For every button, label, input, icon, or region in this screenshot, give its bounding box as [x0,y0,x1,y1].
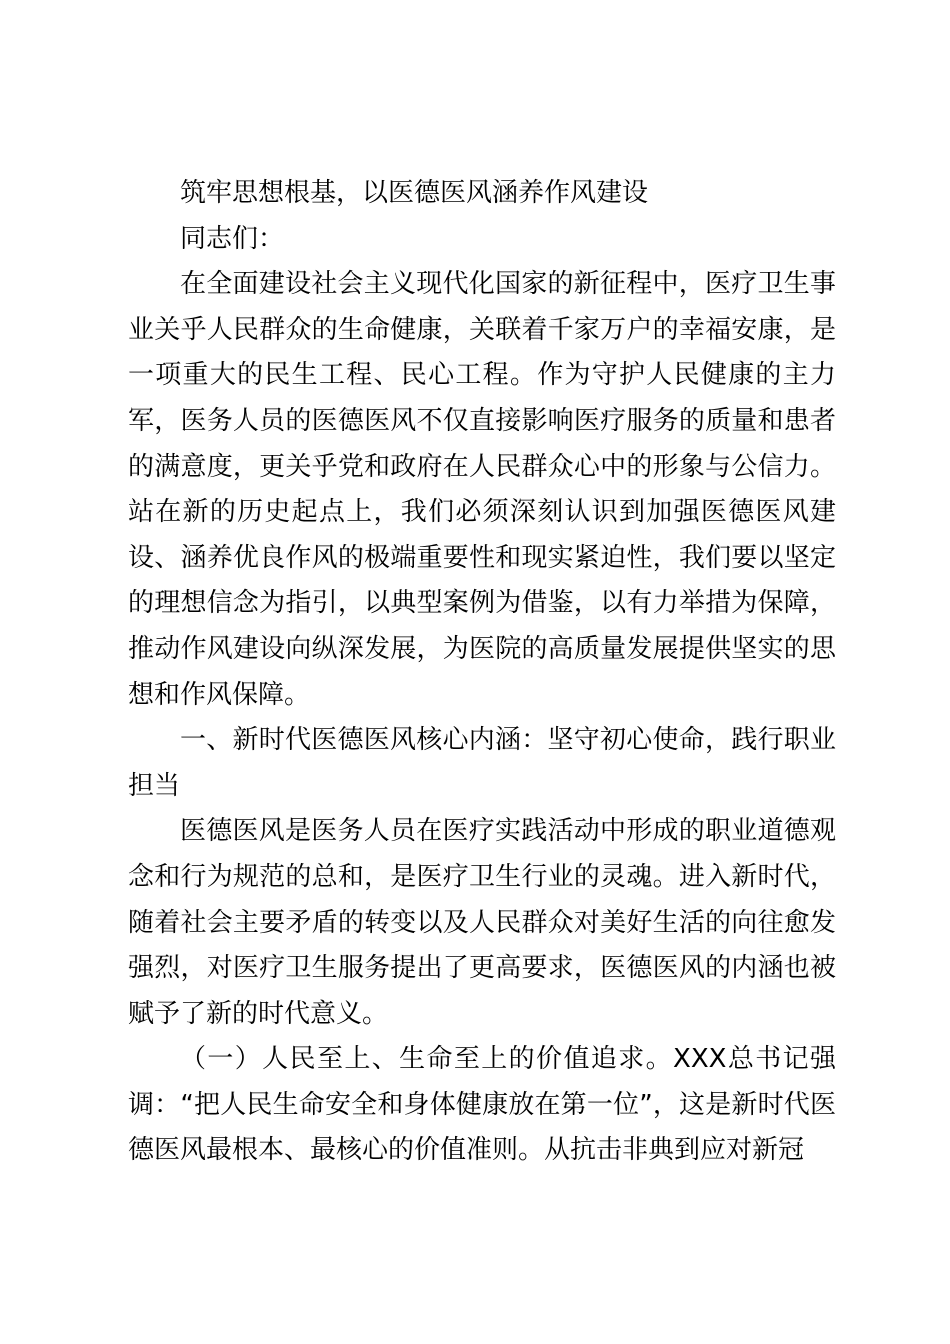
salutation: 同志们： [180,223,285,254]
paragraph-section-1: 医德医风是医务人员在医疗实践活动中形成的职业道德观念和行为规范的总和，是医疗卫生行业的灵魂。进入新时代，随着社会主要矛盾的转变以及人民群众对美好生活的向往愈发强烈，对医疗卫生服务提出了更高要求，医德医风的内涵也被赋予了新的时代意义。 [128,816,836,1029]
paragraph-intro: 在全面建设社会主义现代化国家的新征程中，医疗卫生事业关乎人民群众的生命健康，关联着千家万户的幸福安康，是一项重大的民生工程、民心工程。作为守护人民健康的主力军，医务人员的医德医风不仅直接影响医疗服务的质量和患者的满意度，更关乎党和政府在人民群众心中的形象与公信力。站在新的历史起点上，我们必须深刻认识到加强医德医风建设、涵养优良作风的极端重要性和现实紧迫性，我们要以坚定的理想信念为指引，以典型案例为借鉴，以有力举措为保障，推动作风建设向纵深发展，为医院的高质量发展提供坚实的思想和作风保障。 [128,269,836,710]
paragraph-subsection-1: （一）人民至上、生命至上的价值追求。XXX总书记强调：“把人民生命安全和身体健康放在第一位”，这是新时代医德医风最根本、最核心的价值准则。从抗击非典到应对新冠 [128,1044,836,1166]
document-title: 筑牢思想根基，以医德医风涵养作风建设 [180,178,649,208]
section-heading-1: 一、新时代医德医风核心内涵：坚守初心使命，践行职业担当 [128,725,836,801]
document-body [128,171,836,1174]
